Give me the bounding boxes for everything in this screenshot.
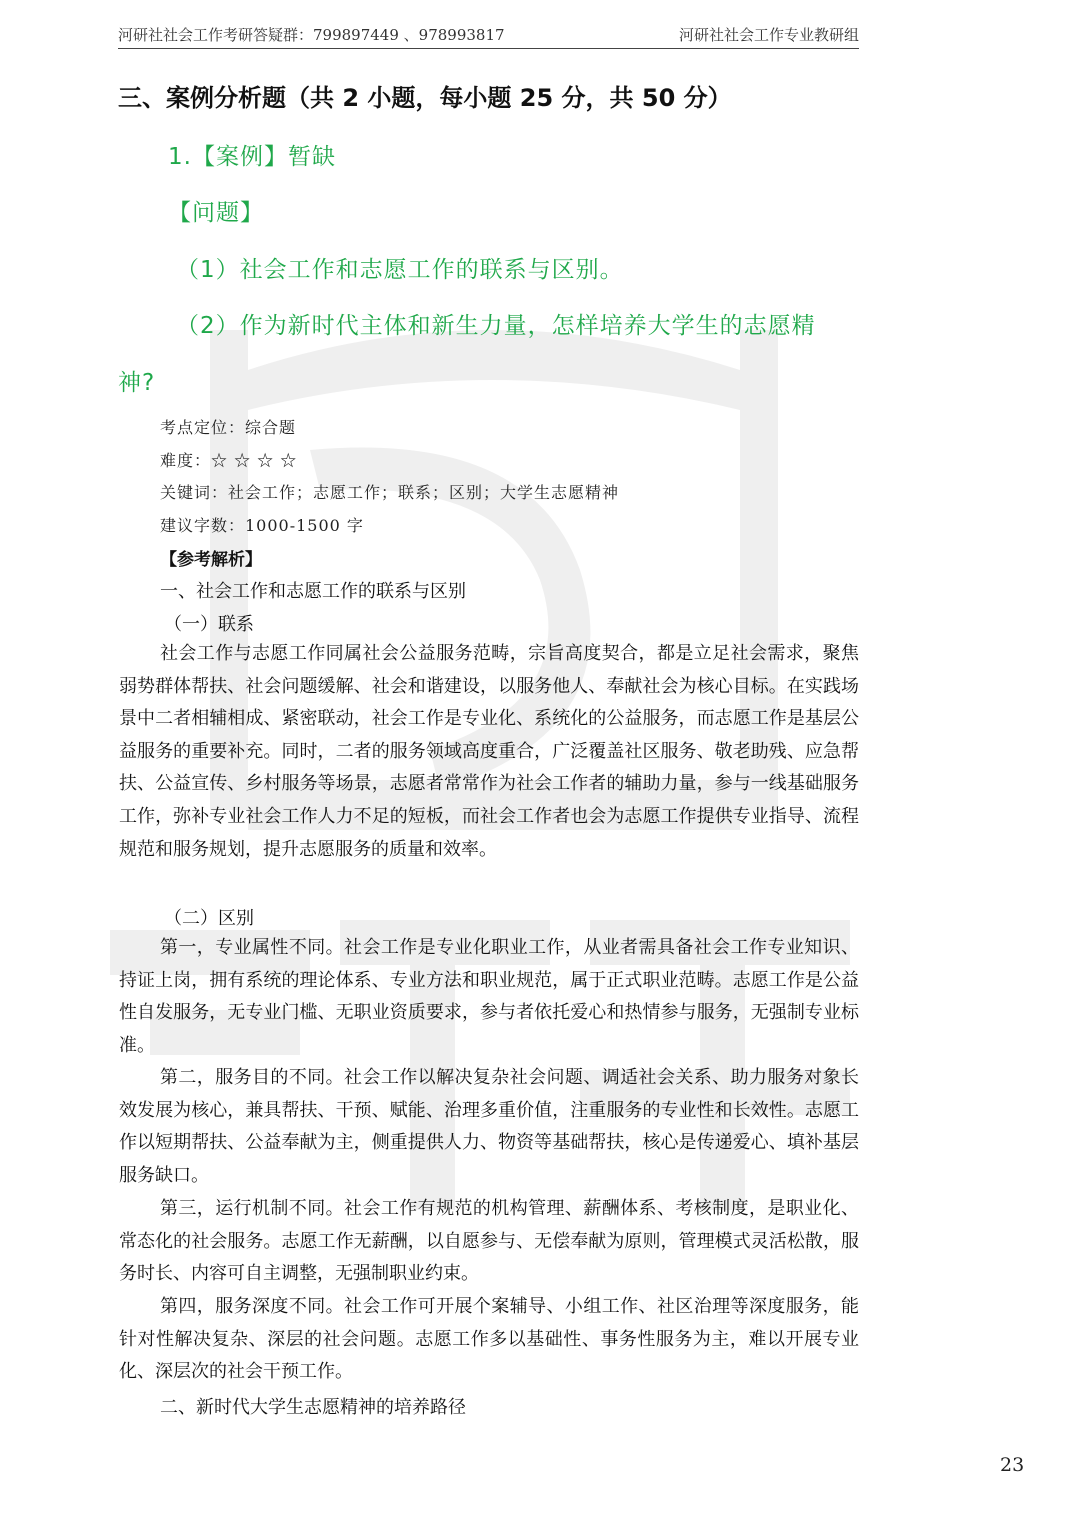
difficulty-line: 难度：☆ ☆ ☆ ☆ <box>160 451 298 470</box>
part1-title: 一、社会工作和志愿工作的联系与区别 <box>160 581 466 602</box>
paragraph-2: 第一，专业属性不同。社会工作是专业化职业工作，从业者需具备社会工作专业知识、持证上岗，拥有系统的理论体系、专业方法和职业规范，属于正式职业范畴。志愿工作是公益性自发服务，无专业门槛、无职业资质要求，参与者依托爱心和热情参与服务，无强制专业标准。 <box>119 937 859 1056</box>
part2-title: 二、新时代大学生志愿精神的培养路径 <box>160 1397 466 1418</box>
header-right-text: 河研社社会工作专业教研组 <box>678 26 859 44</box>
question-2-line1: （2）作为新时代主体和新生力量，怎样培养大学生的志愿精 <box>176 313 816 339</box>
word-count-line: 建议字数：1000-1500 字 <box>160 516 364 535</box>
keywords-line: 关键词：社会工作；志愿工作；联系；区别；大学生志愿精神 <box>160 483 620 502</box>
sub1-title: （一）联系 <box>164 614 254 635</box>
page-number: 23 <box>1000 1454 1025 1476</box>
question-label: 【问题】 <box>168 200 264 226</box>
section-title: 三、案例分析题（共 2 小题，每小题 25 分，共 50 分） <box>118 84 732 112</box>
page-header <box>118 22 859 49</box>
question-1: （1）社会工作和志愿工作的联系与区别。 <box>176 257 624 283</box>
sub2-title: （二）区别 <box>164 908 254 929</box>
kaodian-line: 考点定位：综合题 <box>160 418 297 437</box>
question-2-line2: 神? <box>118 370 156 396</box>
paragraph-3: 第二，服务目的不同。社会工作以解决复杂社会问题、调适社会关系、助力服务对象长效发展为核心，兼具帮扶、干预、赋能、治理多重价值，注重服务的专业性和长效性。志愿工作以短期帮扶、公益奉献为主，侧重提供人力、物资等基础帮扶，核心是传递爱心、填补基层服务缺口。 <box>119 1067 859 1186</box>
header-left-text: 河研社社会工作考研答疑群：799897449 、978993817 <box>118 26 505 44</box>
case-title: 1.【案例】暂缺 <box>168 144 336 170</box>
paragraph-4: 第三，运行机制不同。社会工作有规范的机构管理、薪酬体系、考核制度，是职业化、常态化的社会服务。志愿工作无薪酬，以自愿参与、无偿奉献为原则，管理模式灵活松散，服务时长、内容可自主调整，无强制职业约束。 <box>119 1198 859 1285</box>
paragraph-1: 社会工作与志愿工作同属社会公益服务范畴，宗旨高度契合，都是立足社会需求，聚焦弱势群体帮扶、社会问题缓解、社会和谐建设，以服务他人、奉献社会为核心目标。在实践场景中二者相辅相成、紧密联动，社会工作是专业化、系统化的公益服务，而志愿工作是基层公益服务的重要补充。同时，二者的服务领域高度重合，广泛覆盖社区服务、敬老助残、应急帮扶、公益宣传、乡村服务等场景，志愿者常常作为社会工作者的辅助力量，参与一线基础服务工作，弥补专业社会工作人力不足的短板，而社会工作者也会为志愿工作提供专业指导、流程规范和服务规划，提升志愿服务的质量和效率。 <box>119 643 859 860</box>
analysis-label: 【参考解析】 <box>160 550 262 570</box>
paragraph-5: 第四，服务深度不同。社会工作可开展个案辅导、小组工作、社区治理等深度服务，能针对性解决复杂、深层的社会问题。志愿工作多以基础性、事务性服务为主，难以开展专业化、深层次的社会干预工作。 <box>119 1296 859 1383</box>
